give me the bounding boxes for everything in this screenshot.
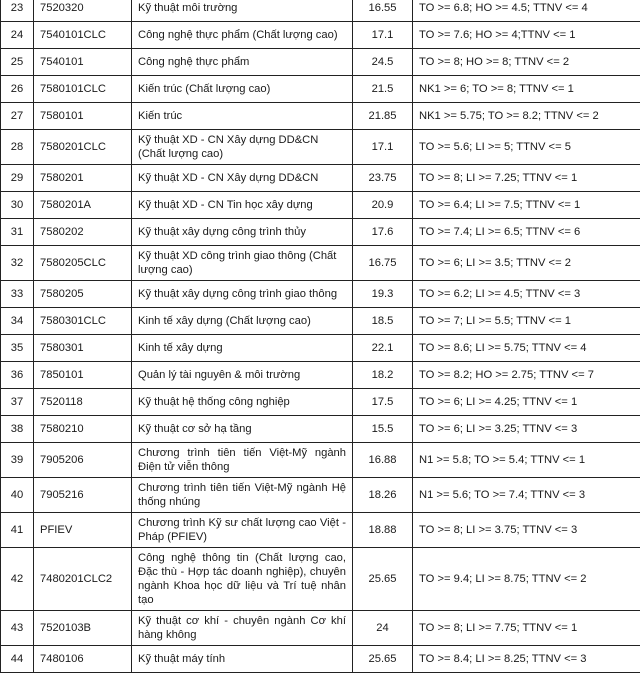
tiebreak-conditions: TO >= 6.2; LI >= 4.5; TTNV <= 3	[413, 281, 640, 308]
major-code: 7580201CLC	[34, 130, 132, 165]
cutoff-score: 21.5	[353, 76, 413, 103]
row-number: 32	[1, 246, 34, 281]
major-code: 7540101	[34, 49, 132, 76]
table-row	[1, 165, 640, 192]
major-code: 7480201CLC2	[34, 548, 132, 611]
tiebreak-conditions: TO >= 5.6; LI >= 5; TTNV <= 5	[413, 130, 640, 165]
tiebreak-conditions: N1 >= 5.8; TO >= 5.4; TTNV <= 1	[413, 443, 640, 478]
cutoff-score: 16.88	[353, 443, 413, 478]
cutoff-score: 15.5	[353, 416, 413, 443]
row-number: 43	[1, 611, 34, 646]
tiebreak-conditions: N1 >= 5.6; TO >= 7.4; TTNV <= 3	[413, 478, 640, 513]
cutoff-score: 17.1	[353, 130, 413, 165]
major-name: Kỹ thuật XD công trình giao thông (Chất lượng cao)	[132, 246, 353, 281]
tiebreak-conditions: TO >= 8; LI >= 3.75; TTNV <= 3	[413, 513, 640, 548]
major-code: 7580101CLC	[34, 76, 132, 103]
row-number: 44	[1, 646, 34, 673]
table-row	[1, 76, 640, 103]
major-name: Kỹ thuật cơ sở hạ tầng	[132, 416, 353, 443]
table-row	[1, 646, 640, 673]
tiebreak-conditions: NK1 >= 6; TO >= 8; TTNV <= 1	[413, 76, 640, 103]
table-row	[1, 22, 640, 49]
row-number: 24	[1, 22, 34, 49]
table-row	[1, 219, 640, 246]
table-row	[1, 335, 640, 362]
cutoff-score: 21.85	[353, 103, 413, 130]
table-row	[1, 281, 640, 308]
row-number: 41	[1, 513, 34, 548]
cutoff-score: 18.5	[353, 308, 413, 335]
major-name: Kiến trúc (Chất lượng cao)	[132, 76, 353, 103]
major-name: Kỹ thuật XD - CN Xây dựng DD&CN	[132, 165, 353, 192]
cutoff-score: 23.75	[353, 165, 413, 192]
cutoff-score: 18.2	[353, 362, 413, 389]
row-number: 27	[1, 103, 34, 130]
major-code: 7580101	[34, 103, 132, 130]
major-name: Công nghệ thực phẩm (Chất lượng cao)	[132, 22, 353, 49]
tiebreak-conditions: NK1 >= 5.75; TO >= 8.2; TTNV <= 2	[413, 103, 640, 130]
table-row	[1, 611, 640, 646]
major-name: Chương trình Kỹ sư chất lượng cao Việt - Pháp (PFIEV)	[132, 513, 353, 548]
row-number: 39	[1, 443, 34, 478]
cutoff-score: 22.1	[353, 335, 413, 362]
cutoff-score: 18.26	[353, 478, 413, 513]
table-body	[1, 0, 640, 673]
tiebreak-conditions: TO >= 7.6; HO >= 4;TTNV <= 1	[413, 22, 640, 49]
major-code: 7580201A	[34, 192, 132, 219]
table-row	[1, 0, 640, 22]
major-code: 7580210	[34, 416, 132, 443]
row-number: 28	[1, 130, 34, 165]
row-number: 38	[1, 416, 34, 443]
major-code: 7905216	[34, 478, 132, 513]
cutoff-score: 25.65	[353, 646, 413, 673]
row-number: 37	[1, 389, 34, 416]
major-name: Công nghệ thông tin (Chất lượng cao, Đặc thù - Hợp tác doanh nghiệp), chuyên ngành Khoa học dữ liệu và Trí tuệ nhân tạo	[132, 548, 353, 611]
tiebreak-conditions: TO >= 7; LI >= 5.5; TTNV <= 1	[413, 308, 640, 335]
tiebreak-conditions: TO >= 8; LI >= 7.25; TTNV <= 1	[413, 165, 640, 192]
tiebreak-conditions: TO >= 6.8; HO >= 4.5; TTNV <= 4	[413, 0, 640, 22]
row-number: 40	[1, 478, 34, 513]
major-name: Kỹ thuật hệ thống công nghiệp	[132, 389, 353, 416]
major-code: 7580205CLC	[34, 246, 132, 281]
cutoff-score: 16.75	[353, 246, 413, 281]
major-name: Kỹ thuật XD - CN Tin học xây dựng	[132, 192, 353, 219]
major-name: Kỹ thuật cơ khí - chuyên ngành Cơ khí hàng không	[132, 611, 353, 646]
cutoff-score: 18.88	[353, 513, 413, 548]
major-code: 7580301CLC	[34, 308, 132, 335]
table-row	[1, 478, 640, 513]
major-code: 7850101	[34, 362, 132, 389]
major-code: 7520103B	[34, 611, 132, 646]
tiebreak-conditions: TO >= 8.4; LI >= 8.25; TTNV <= 3	[413, 646, 640, 673]
row-number: 35	[1, 335, 34, 362]
major-name: Kỹ thuật môi trường	[132, 0, 353, 22]
table-row	[1, 130, 640, 165]
cutoff-score: 20.9	[353, 192, 413, 219]
cutoff-score: 24	[353, 611, 413, 646]
major-code: PFIEV	[34, 513, 132, 548]
major-name: Quản lý tài nguyên & môi trường	[132, 362, 353, 389]
row-number: 31	[1, 219, 34, 246]
tiebreak-conditions: TO >= 6; LI >= 3.5; TTNV <= 2	[413, 246, 640, 281]
table-row	[1, 103, 640, 130]
table-row	[1, 513, 640, 548]
major-code: 7540101CLC	[34, 22, 132, 49]
table-row	[1, 416, 640, 443]
major-name: Kiến trúc	[132, 103, 353, 130]
tiebreak-conditions: TO >= 6; LI >= 4.25; TTNV <= 1	[413, 389, 640, 416]
cutoff-score: 17.1	[353, 22, 413, 49]
cutoff-score: 17.6	[353, 219, 413, 246]
major-code: 7520320	[34, 0, 132, 22]
table-row	[1, 192, 640, 219]
major-name: Chương trình tiên tiến Việt-Mỹ ngành Hệ thống nhúng	[132, 478, 353, 513]
tiebreak-conditions: TO >= 9.4; LI >= 8.75; TTNV <= 2	[413, 548, 640, 611]
tiebreak-conditions: TO >= 7.4; LI >= 6.5; TTNV <= 6	[413, 219, 640, 246]
cutoff-score: 17.5	[353, 389, 413, 416]
table-row	[1, 246, 640, 281]
row-number: 29	[1, 165, 34, 192]
table-row	[1, 308, 640, 335]
row-number: 26	[1, 76, 34, 103]
major-name: Kỹ thuật máy tính	[132, 646, 353, 673]
table-row	[1, 389, 640, 416]
major-name: Kinh tế xây dựng (Chất lượng cao)	[132, 308, 353, 335]
major-name: Chương trình tiên tiến Việt-Mỹ ngành Điện tử viễn thông	[132, 443, 353, 478]
cutoff-score: 16.55	[353, 0, 413, 22]
major-name: Công nghệ thực phẩm	[132, 49, 353, 76]
major-code: 7580301	[34, 335, 132, 362]
table-row	[1, 443, 640, 478]
cutoff-score: 25.65	[353, 548, 413, 611]
row-number: 42	[1, 548, 34, 611]
major-name: Kinh tế xây dựng	[132, 335, 353, 362]
table-row	[1, 362, 640, 389]
tiebreak-conditions: TO >= 6; LI >= 3.25; TTNV <= 3	[413, 416, 640, 443]
tiebreak-conditions: TO >= 6.4; LI >= 7.5; TTNV <= 1	[413, 192, 640, 219]
row-number: 36	[1, 362, 34, 389]
tiebreak-conditions: TO >= 8.2; HO >= 2.75; TTNV <= 7	[413, 362, 640, 389]
cutoff-score: 24.5	[353, 49, 413, 76]
major-code: 7580202	[34, 219, 132, 246]
table-row	[1, 49, 640, 76]
major-name: Kỹ thuật xây dựng công trình giao thông	[132, 281, 353, 308]
row-number: 34	[1, 308, 34, 335]
tiebreak-conditions: TO >= 8; LI >= 7.75; TTNV <= 1	[413, 611, 640, 646]
row-number: 30	[1, 192, 34, 219]
major-code: 7580201	[34, 165, 132, 192]
cutoff-score: 19.3	[353, 281, 413, 308]
tiebreak-conditions: TO >= 8; HO >= 8; TTNV <= 2	[413, 49, 640, 76]
major-name: Kỹ thuật XD - CN Xây dựng DD&CN (Chất lượng cao)	[132, 130, 353, 165]
major-name: Kỹ thuật xây dựng công trình thủy	[132, 219, 353, 246]
tiebreak-conditions: TO >= 8.6; LI >= 5.75; TTNV <= 4	[413, 335, 640, 362]
row-number: 23	[1, 0, 34, 22]
row-number: 33	[1, 281, 34, 308]
major-code: 7520118	[34, 389, 132, 416]
table-row	[1, 548, 640, 611]
major-code: 7580205	[34, 281, 132, 308]
major-code: 7480106	[34, 646, 132, 673]
row-number: 25	[1, 49, 34, 76]
major-code: 7905206	[34, 443, 132, 478]
